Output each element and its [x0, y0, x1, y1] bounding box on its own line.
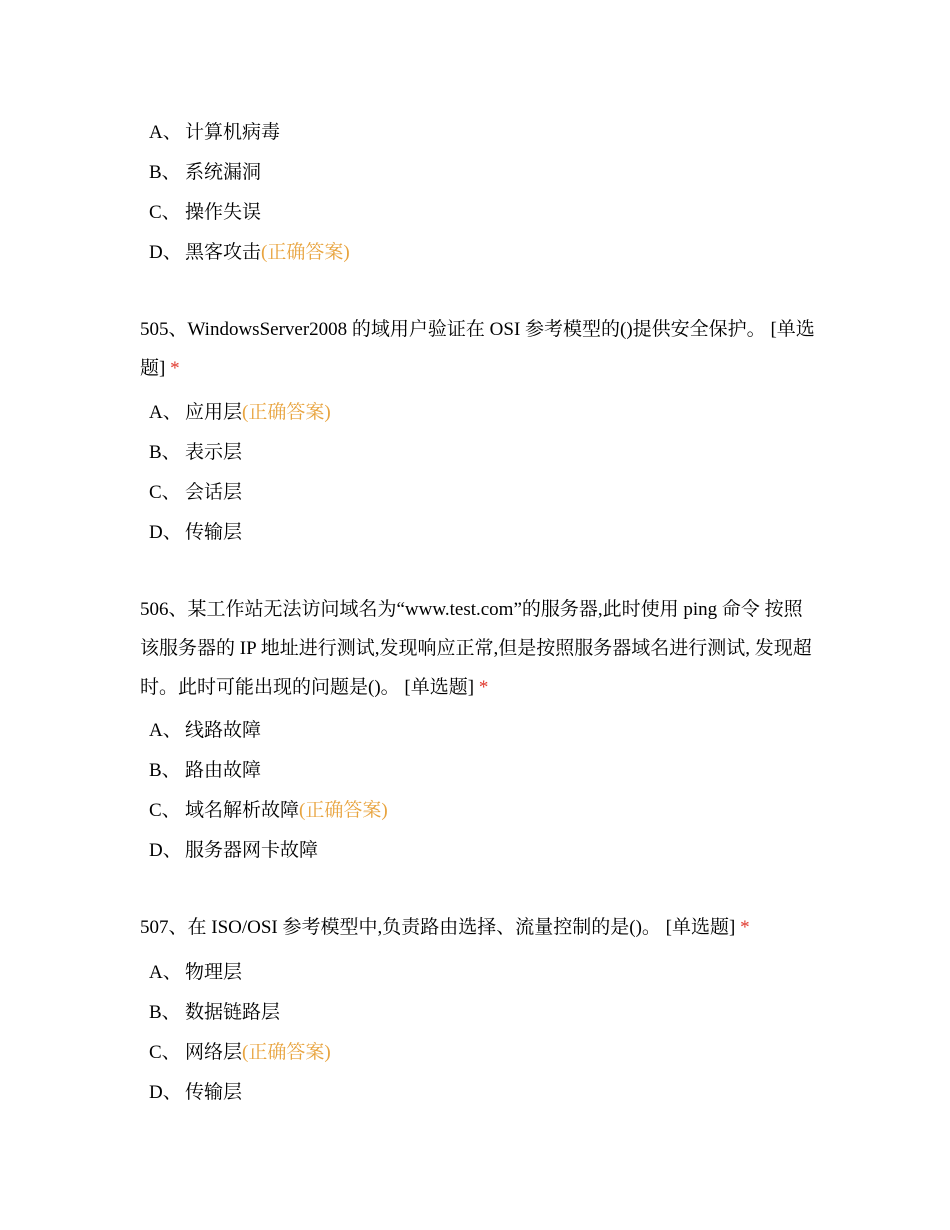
question-text: 507、在 ISO/OSI 参考模型中,负责路由选择、流量控制的是()。 — [140, 917, 661, 938]
option-text: 系统漏洞 — [185, 162, 262, 183]
option-text: 服务器网卡故障 — [185, 840, 319, 861]
option-505-b — [149, 440, 242, 466]
option-507-c — [149, 1040, 331, 1066]
option-letter: C、 — [149, 1042, 181, 1063]
option-506-a — [149, 718, 261, 744]
option-text: 传输层 — [185, 1082, 243, 1103]
question-text: 505、WindowsServer2008 的域用户验证在 OSI 参考模型的()提供安全保护。 — [140, 319, 766, 340]
option-text: 网络层 — [185, 1042, 243, 1063]
option-text: 黑客攻击 — [185, 242, 262, 263]
option-letter: C、 — [149, 482, 181, 503]
option-letter: B、 — [149, 162, 181, 183]
option-letter: A、 — [149, 720, 182, 741]
required-star: * — [740, 917, 750, 938]
option-text: 表示层 — [185, 442, 243, 463]
correct-answer-mark: (正确答案) — [261, 242, 350, 263]
question-text: 506、某工作站无法访问域名为“www.test.com”的服务器,此时使用 ping 命令 按照该服务器的 IP 地址进行测试,发现响应正常,但是按照服务器域名进行测试, 发现超时。此时可能出现的问题是()。 — [140, 599, 812, 698]
question-507-title — [140, 908, 820, 947]
option-letter: A、 — [149, 962, 182, 983]
option-letter: D、 — [149, 242, 182, 263]
option-letter: A、 — [149, 122, 182, 143]
option-505-a — [149, 400, 331, 426]
question-type-label: [单选题] — [665, 917, 736, 938]
question-type-label: [单选题] — [404, 677, 475, 698]
option-506-b — [149, 758, 261, 784]
option-504-c — [149, 200, 261, 226]
option-letter: B、 — [149, 760, 181, 781]
option-text: 线路故障 — [185, 720, 262, 741]
option-letter: D、 — [149, 840, 182, 861]
option-letter: D、 — [149, 522, 182, 543]
option-507-b — [149, 1000, 280, 1026]
option-506-d — [149, 838, 318, 864]
option-text: 应用层 — [185, 402, 243, 423]
question-506-title — [140, 590, 820, 707]
option-507-d — [149, 1080, 242, 1106]
option-letter: C、 — [149, 800, 181, 821]
option-text: 会话层 — [185, 482, 243, 503]
correct-answer-mark: (正确答案) — [242, 1042, 331, 1063]
option-505-d — [149, 520, 242, 546]
option-letter: D、 — [149, 1082, 182, 1103]
question-type-label: [单选题] — [140, 319, 815, 379]
option-text: 数据链路层 — [185, 1002, 281, 1023]
option-letter: A、 — [149, 402, 182, 423]
option-text: 路由故障 — [185, 760, 262, 781]
option-letter: B、 — [149, 442, 181, 463]
option-text: 域名解析故障 — [185, 800, 300, 821]
option-text: 物理层 — [185, 962, 243, 983]
option-letter: B、 — [149, 1002, 181, 1023]
correct-answer-mark: (正确答案) — [242, 402, 331, 423]
option-504-d — [149, 240, 350, 266]
option-letter: C、 — [149, 202, 181, 223]
option-507-a — [149, 960, 242, 986]
required-star: * — [170, 358, 180, 379]
question-505-title — [140, 310, 820, 388]
option-text: 操作失误 — [185, 202, 262, 223]
option-506-c — [149, 798, 388, 824]
option-text: 传输层 — [185, 522, 243, 543]
option-505-c — [149, 480, 242, 506]
option-504-b — [149, 160, 261, 186]
option-text: 计算机病毒 — [185, 122, 281, 143]
option-504-a — [149, 120, 280, 146]
correct-answer-mark: (正确答案) — [299, 800, 388, 821]
required-star: * — [478, 677, 489, 698]
